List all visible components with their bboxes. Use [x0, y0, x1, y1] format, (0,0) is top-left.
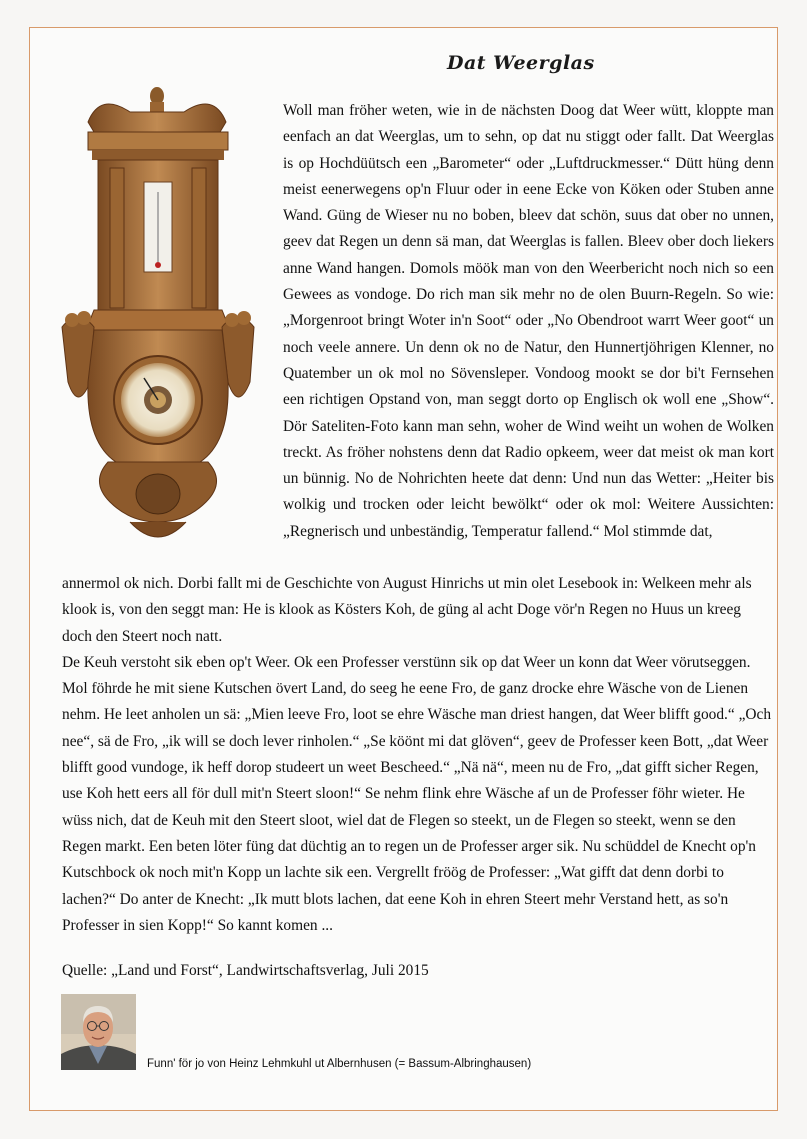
article-paragraph-1-wrapped: Woll man fröher weten, wie in de nächsten Doog dat Weer wütt, kloppte man eenfach an dat Weerglas, um to sehn, op dat nu stiggt oder fallt. Dat Weerglas is op Hochdüütsch een „Barometer“ oder „Luftdruckmesser.“ Dütt hüng denn meist eenerwegens op'n Fluur oder in eene Ecke von Köken oder Stuben anne Wand. Güng de Wieser nu no boben, bleev dat schön, suus dat ober no unnen, geev dat Regen un denn sä man, dat Weerglas is fallen. Bleev ober doch liekers anne Wand hangen. Domols möök man von den Weerbericht noch nich so een Gewees as vondoge. Do rich man sik mehr no de olen Buurn-Regeln. So wie: „Morgenroot bringt Woter in'n Soot“ oder „No Obendroot warrt Weer goot“ un noch veele annere. Un denn ok no de Natur, den Hunnertjöhrigen Klenner, no Quatember un ok mol no Sövensleper. Vondoog mookt se dor bi't Fernsehen een richtigen Opstand von, man seggt dorto op Englisch ok woll ene „Show“. Dör Sateliten-Foto kann man sehn, woher de Wind weiht un wohen de Wolken treckt. As fröher nohstens denn dat Radio opkeem, weer dat meist ok man kort un bünnig. No de Nohrichten heete dat denn: Und nun das Wetter: „Heiter bis wolkig und trocken oder leicht bewölkt“ oder ok mol: Weitere Aussichten: „Regnerisch und unbeständig, Temperatur fallend.“ Mol stimmde dat, — [283, 102, 774, 540]
barometer-illustration — [60, 82, 270, 546]
article-paragraph-1-continued: annermol ok nich. Dorbi fallt mi de Geschichte von August Hinrichs ut min olet Lesebook in: Welkeen mehr als klook is, von den seggt man: He is klook as Kösters Koh, de güng al acht Doge vör'n Regen no Huus un kreeg doch den Steert noch natt. — [62, 575, 752, 645]
author-portrait — [61, 994, 136, 1070]
article-body-full-width — [62, 571, 772, 939]
source-citation: Quelle: „Land und Forst“, Landwirtschaftsverlag, Juli 2015 — [62, 962, 429, 979]
credit-line: Funn' för jo von Heinz Lehmkuhl ut Albernhusen (= Bassum-Albringhausen) — [147, 1058, 532, 1070]
article-title: Dat Weerglas — [447, 52, 595, 74]
article-paragraph-2: De Keuh verstoht sik eben op't Weer. Ok een Professer verstünn sik op dat Weer un konn dat Weer vörutseggen. Mol föhrde he mit siene Kutschen övert Land, do seeg he eene Fro, de ganz drocke ehre Wäsche von de Lienen nehm. He leet anholen un sä: „Mien leeve Fro, loot se ehre Wäsche man driest hangen, dat Weer blifft good.“ „Och nee“, sä de Fro, „ik will se doch lever rinholen.“ „Se köönt mi dat glöven“, geev de Professer keen Bott, „dat Weer blifft good vundoge, ik heff dorop studeert un weet Bescheed.“ „Nä nä“, meen nu de Fro, „dat gifft sicher Regen, use Koh hett eers all för dull mit'n Steert sloon!“ Se nehm flink ehre Wäsche af un de Professer föhr wieter. He wüss nich, dat de Keuh mit den Steert sloot, wiel dat de Flegen so steekt, un de Flegen so steekt, wenn se den Regen markt. Een beten löter füng dat düchtig an to regen un de Professer arger sik. Nu schüddel de Knecht op'n Kutschbock ok noch mit'n Kopp un lachte sik een. Vergrellt fröög de Professer: „Wat gifft dat denn dorbi to lachen?“ Do anter de Knecht: „Ik mutt blots lachen, dat eene Koh in ehren Steert mehr Verstand hett, as so'n Professer in sien Kopp!“ So kannt komen ... — [62, 653, 772, 934]
